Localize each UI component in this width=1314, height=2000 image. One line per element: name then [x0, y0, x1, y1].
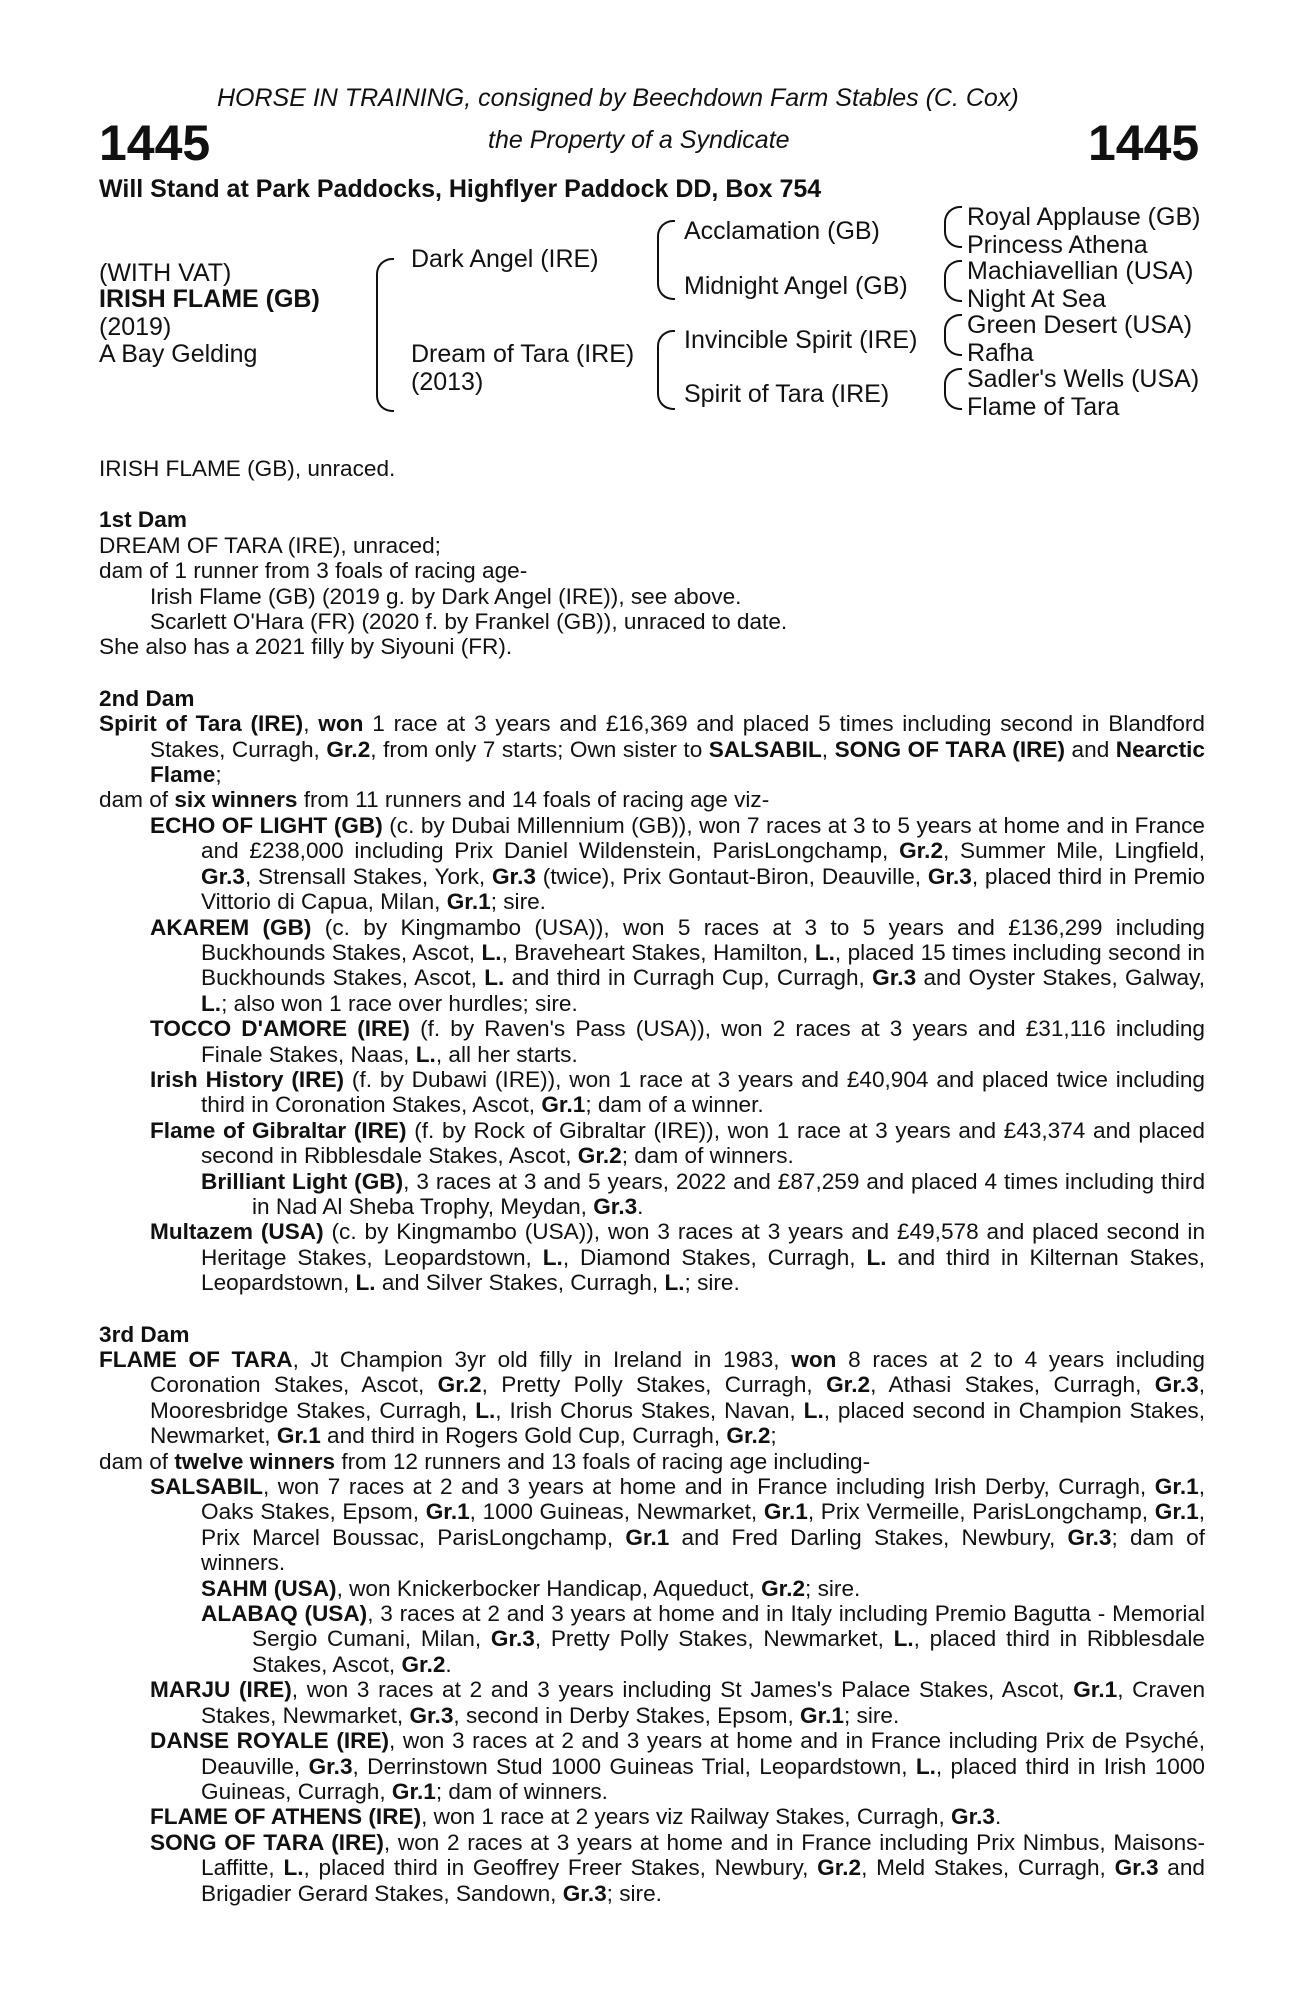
third-dam-section	[99, 1322, 1205, 1906]
pedigree-ddd: Flame of Tara	[967, 393, 1120, 421]
produce-entry: Multazem (USA) (c. by Kingmambo (USA)), won 3 races at 3 years and £49,578 and placed second in Heritage Stakes, Leopardstown, L., Diamond Stakes, Curragh, L. and third in Kilternan Stakes, Leopardstown, L. and Silver Stakes, Curragh, L.; sire.	[150, 1219, 1206, 1296]
horse-vat: (WITH VAT)	[99, 259, 232, 287]
pedigree-sds: Machiavellian (USA)	[967, 257, 1194, 285]
brace-sd	[944, 260, 962, 302]
horse-name: IRISH FLAME (GB)	[99, 285, 320, 313]
third-dam-entry: FLAME OF TARA, Jt Champion 3yr old filly in Ireland in 1983, won 8 races at 2 to 4 years including Coronation Stakes, Ascot, Gr.2, Pretty Polly Stakes, Curragh, Gr.2, Athasi Stakes, Curragh, Gr.3, Mooresbridge Stakes, Curragh, L., Irish Chorus Stakes, Navan, L., placed second in Champion Stakes, Newmarket, Gr.1 and third in Rogers Gold Cup, Curragh, Gr.2;	[99, 1347, 1206, 1449]
third-dam-heading: 3rd Dam	[99, 1321, 190, 1347]
produce-entry: SONG OF TARA (IRE), won 2 races at 3 years at home and in France including Prix Nimbus, Maisons-Laffitte, L., placed third in Geoffrey Freer Stakes, Newbury, Gr.2, Meld Stakes, Curragh, Gr.3 and Brigadier Gerard Stakes, Sandown, Gr.3; sire.	[150, 1829, 1205, 1906]
brace-dam	[657, 330, 675, 410]
first-dam-section	[99, 507, 1205, 659]
pedigree-dam-sire: Invincible Spirit (IRE)	[684, 326, 918, 354]
brace-ds	[944, 314, 962, 356]
produce-entry: AKAREM (GB) (c. by Kingmambo (USA)), won 5 races at 3 to 5 years and £136,299 including Buckhounds Stakes, Ascot, L., Braveheart Stakes, Hamilton, L., placed 15 times including second in Buckhounds Stakes, Ascot, L. and third in Curragh Cup, Curragh, Gr.3 and Oyster Stakes, Galway, L.; also won 1 race over hurdles; sire.	[150, 914, 1205, 1016]
consignor-line: HORSE IN TRAINING, consigned by Beechdown Farm Stables (C. Cox)	[217, 84, 1019, 112]
horse-description: A Bay Gelding	[99, 340, 258, 368]
pedigree-dam-year: (2013)	[411, 368, 484, 396]
first-dam-foal: Irish Flame (GB) (2019 g. by Dark Angel (IRE)), see above.	[150, 583, 742, 609]
produce-entry: ECHO OF LIGHT (GB) (c. by Dubai Millennium (GB)), won 7 races at 3 to 5 years at home and in France and £238,000 including Prix Daniel Wildenstein, ParisLongchamp, Gr.2, Summer Mile, Lingfield, Gr.3, Strensall Stakes, York, Gr.3 (twice), Prix Gontaut-Biron, Deauville, Gr.3, placed third in Premio Vittorio di Capua, Milan, Gr.1; sire.	[150, 812, 1205, 915]
first-dam-foal: Scarlett O'Hara (FR) (2020 f. by Frankel (GB)), unraced to date.	[150, 609, 788, 635]
property-line: the Property of a Syndicate	[488, 126, 790, 154]
first-dam-line: DREAM OF TARA (IRE), unraced;	[99, 532, 441, 558]
lot-number-right: 1445	[1088, 115, 1200, 171]
pedigree-dam: Dream of Tara (IRE)	[411, 340, 635, 368]
brace-dd	[944, 368, 962, 410]
pedigree-sdd: Night At Sea	[967, 285, 1106, 313]
first-dam-record: dam of 1 runner from 3 foals of racing age-	[99, 558, 528, 584]
pedigree-sss: Royal Applause (GB)	[967, 203, 1201, 231]
produce-entry: MARJU (IRE), won 3 races at 2 and 3 years including St James's Palace Stakes, Ascot, Gr.1, Craven Stakes, Newmarket, Gr.3, second in Derby Stakes, Epsom, Gr.1; sire.	[150, 1677, 1206, 1728]
third-dam-record: dam of twelve winners from 12 runners and 13 foals of racing age including-	[99, 1448, 871, 1474]
produce-entry: SALSABIL, won 7 races at 2 and 3 years at home and in France including Irish Derby, Curragh, Gr.1, Oaks Stakes, Epsom, Gr.1, 1000 Guineas, Newmarket, Gr.1, Prix Vermeille, ParisLongchamp, Gr.1, Prix Marcel Boussac, ParisLongchamp, Gr.1 and Fred Darling Stakes, Newbury, Gr.3; dam of winners.	[150, 1474, 1206, 1576]
second-dam-entry: Spirit of Tara (IRE), won 1 race at 3 years and £16,369 and placed 5 times including second in Blandford Stakes, Curragh, Gr.2, from only 7 starts; Own sister to SALSABIL, SONG OF TARA (IRE) and Nearctic Flame;	[99, 711, 1205, 788]
produce-entry: Irish History (IRE) (f. by Dubawi (IRE)), won 1 race at 3 years and £40,904 and placed twice including third in Coronation Stakes, Ascot, Gr.1; dam of a winner.	[150, 1066, 1205, 1118]
produce-entry: DANSE ROYALE (IRE), won 3 races at 2 and 3 years at home and in France including Prix de Psyché, Deauville, Gr.3, Derrinstown Stud 1000 Guineas Trial, Leopardstown, L., placed third in Irish 1000 Guineas, Curragh, Gr.1; dam of winners.	[150, 1728, 1205, 1804]
brace-gen1	[376, 258, 394, 412]
second-dam-section	[99, 686, 1205, 1296]
second-dam-record: dam of six winners from 11 runners and 14 foals of racing age viz-	[99, 787, 770, 813]
brace-ss	[944, 206, 962, 248]
pedigree-dds: Sadler's Wells (USA)	[967, 365, 1200, 393]
produce-sub-entry: SAHM (USA), won Knickerbocker Handicap, Aqueduct, Gr.2; sire.	[201, 1575, 861, 1601]
first-dam-heading: 1st Dam	[99, 507, 187, 533]
pedigree-sire-sire: Acclamation (GB)	[684, 217, 880, 245]
first-dam-note: She also has a 2021 filly by Siyouni (FR).	[99, 634, 513, 660]
pedigree-dam-dam: Spirit of Tara (IRE)	[684, 380, 890, 408]
lot-number-left: 1445	[99, 115, 211, 171]
produce-sub-entry: ALABAQ (USA), 3 races at 2 and 3 years at home and in Italy including Premio Bagutta - Memorial Sergio Cumani, Milan, Gr.3, Pretty Polly Stakes, Newmarket, L., placed third in Ribblesdale Stakes, Ascot, Gr.2.	[201, 1601, 1206, 1677]
catalogue-body	[99, 456, 1205, 1906]
horse-year: (2019)	[99, 313, 172, 341]
intro-line: IRISH FLAME (GB), unraced.	[99, 456, 396, 481]
produce-sub-entry: Brilliant Light (GB), 3 races at 3 and 5 years, 2022 and £87,259 and placed 4 times including third in Nad Al Sheba Trophy, Meydan, Gr.3.	[201, 1168, 1206, 1219]
second-dam-heading: 2nd Dam	[99, 685, 195, 711]
pedigree-dsd: Rafha	[967, 339, 1034, 367]
pedigree-sire: Dark Angel (IRE)	[411, 245, 599, 273]
produce-entry: FLAME OF ATHENS (IRE), won 1 race at 2 years viz Railway Stakes, Curragh, Gr.3.	[150, 1804, 1002, 1830]
pedigree-sire-dam: Midnight Angel (GB)	[684, 272, 908, 300]
brace-sire	[657, 220, 675, 300]
pedigree-ssd: Princess Athena	[967, 231, 1148, 259]
stand-location: Will Stand at Park Paddocks, Highflyer Paddock DD, Box 754	[99, 175, 822, 203]
produce-entry: TOCCO D'AMORE (IRE) (f. by Raven's Pass (USA)), won 2 races at 3 years and £31,116 including Finale Stakes, Naas, L., all her starts.	[150, 1016, 1205, 1067]
produce-entry: Flame of Gibraltar (IRE) (f. by Rock of Gibraltar (IRE)), won 1 race at 3 years and £43,374 and placed second in Ribblesdale Stakes, Ascot, Gr.2; dam of winners.	[150, 1117, 1205, 1169]
pedigree-dss: Green Desert (USA)	[967, 311, 1193, 339]
